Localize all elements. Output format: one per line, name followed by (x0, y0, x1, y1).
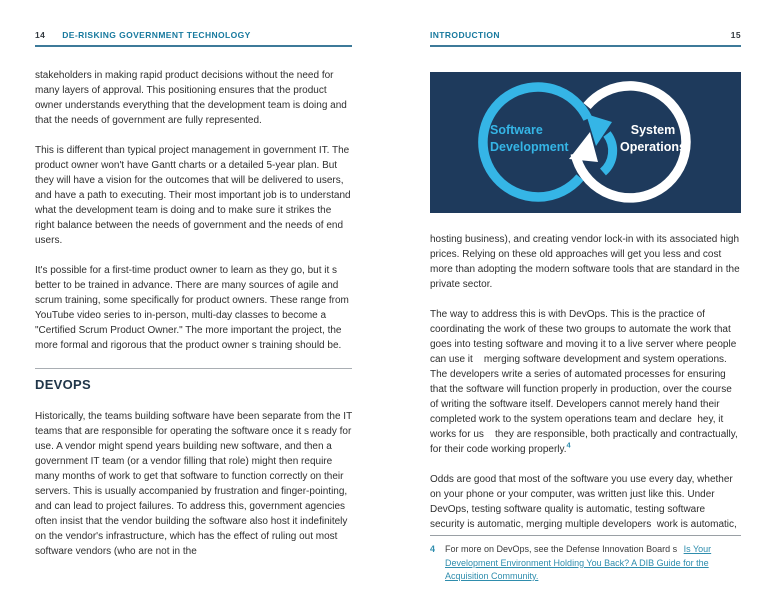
paragraph (430, 307, 741, 457)
section-divider (35, 368, 352, 369)
page-header-right (430, 30, 741, 47)
paragraph: It's possible for a first-time product owner to learn as they go, but it s better to be trained in advance. There are many sources of agile and scrum training, some specifically for product owners. These range from YouTube video series to in-person, multi-day classes to become a "Certified Scrum Product Owner." The more important the project, the more formal and rigorous that the product owner s training should be. (35, 265, 349, 351)
diagram-label-software-development: Software Development (490, 123, 569, 154)
diagram-label-system-operations: System Operations (620, 123, 686, 154)
section-heading-devops: DEVOPS (35, 377, 91, 392)
footnote (430, 535, 741, 584)
page-left (35, 30, 352, 559)
paragraph-text: The way to address this is with DevOps. This is the practice of coordinating the work of these two groups to automate the work that goes into testing software and moving it to a live server where people can use it merging software development and system operations. The developers write a series of automated processes for ensuring that the software will function properly in production, over the course of writing the software itself. Developers cannot merely hand their completed work to the system operations team and declare hey, it works for us they are responsible, both practically and contractually, for their code working properly. (430, 309, 738, 455)
running-header-left: DE-RISKING GOVERNMENT TECHNOLOGY (62, 30, 251, 40)
running-header-right: INTRODUCTION (430, 30, 500, 40)
footnote-body (430, 543, 741, 584)
paragraph: stakeholders in making rapid product decisions without the need for many layers of approval. This positioning ensures that the product owner understands everything that the development team is doing and that the needs of government are fully represented. (35, 70, 347, 126)
footnote-reference[interactable]: 4 (566, 440, 571, 450)
page-number-right: 15 (730, 30, 741, 40)
paragraph: Odds are good that most of the software you use every day, whether on your phone or your computer, was written just like this. Under DevOps, testing software quality is automatic, testing software security is automatic, merging multiple developers work is automatic, (430, 474, 737, 530)
footnote-link[interactable]: Is Your Development Environment Holding You Back? A DIB Guide for the Acquisition Community. (445, 544, 712, 581)
paragraph: hosting business), and creating vendor lock-in with its associated high prices. Relying on these old approaches will get you less and cost more than adopting the modern software tools that are standard in the private sector. (430, 234, 740, 290)
footnote-text: For more on DevOps, see the Defense Innovation Board s (445, 544, 680, 554)
page-number-left: 14 (35, 30, 46, 40)
footnote-marker: 4 (430, 544, 436, 554)
devops-diagram (430, 72, 741, 213)
left-page-body (35, 68, 352, 559)
page-header-left (35, 30, 352, 47)
paragraph: Historically, the teams building software have been separate from the IT teams that are responsible for operating the software once it s ready for use. A vendor might spend years building new software, and then a government IT team (or a vendor filling that role) might then require many months of work to get that software to function correctly on their servers. This is usually accompanied by frustration and finger-pointing, and can lead to project failures. To address this, government agencies often insist that the vendor building the software also host it indefinitely on the vendor's infrastructure, which has the effect of ruling out most software vendors (who are not in the (35, 411, 353, 557)
page-right (430, 30, 741, 581)
right-page-body (430, 232, 741, 532)
paragraph: This is different than typical project management in government IT. The product owner won't have Gantt charts or a detailed 5-year plan. But they will have a vision for the outcomes that will be delivered to users, and have a path to executing. Their most important job is to understand what the development team is doing and to make sure it strikes the right balance between the needs of government and the needs of end users. (35, 145, 351, 246)
